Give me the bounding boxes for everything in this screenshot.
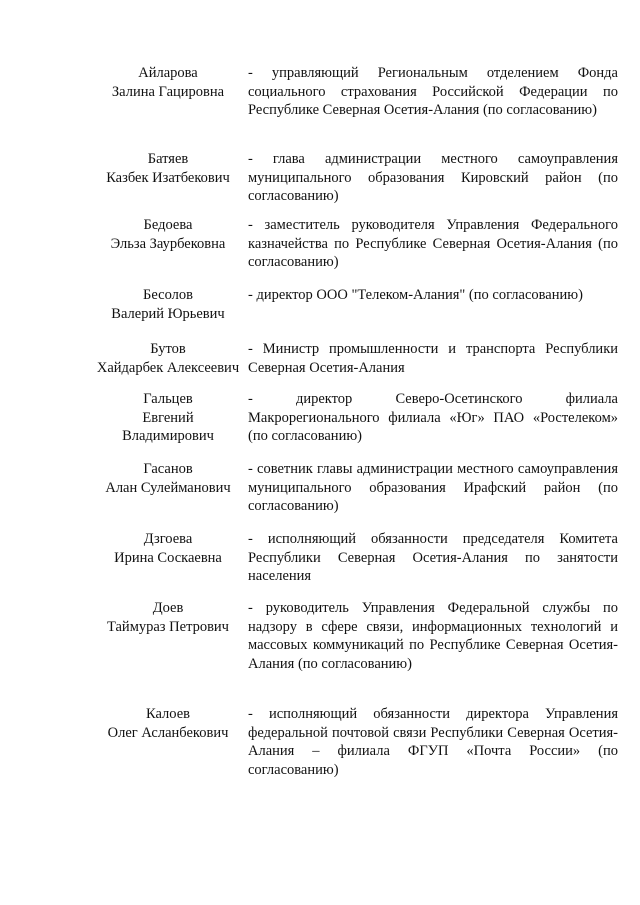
member-role: - заместитель руководителя Управления Федерального казначейства по Республике Северная Осетия-Алания (по согласованию) (248, 217, 618, 270)
member-name: Доев Таймураз Петрович (107, 600, 229, 635)
member-name: Бедоева Эльза Заурбековна (110, 217, 226, 252)
member-role: - исполняющий обязанности председателя Комитета Республики Северная Осетия-Алания по занятости населения (248, 531, 618, 584)
member-name: Бесолов Валерий Юрьевич (111, 287, 225, 322)
member-name: Калоев Олег Асланбекович (107, 706, 229, 741)
member-role: - Министр промышленности и транспорта Республики Северная Осетия-Алания (248, 341, 618, 376)
member-role: - исполняющий обязанности директора Управления федеральной почтовой связи Республики Северная Осетия-Алания – филиала ФГУП «Почта России» (по согласованию) (248, 706, 618, 778)
member-role: - управляющий Региональным отделением Фонда социального страхования Российской Федерации по Республике Северная Осетия-Алания (по согласованию) (248, 65, 618, 118)
member-name: Бутов Хайдарбек Алексеевич (96, 341, 240, 376)
member-role: - глава администрации местного самоуправления муниципального образования Кировский район (по согласованию) (248, 151, 618, 204)
member-role: - руководитель Управления Федеральной службы по надзору в сфере связи, информационных технологий и массовых коммуникаций по Республике Северная Осетия-Алания (по согласованию) (248, 600, 618, 672)
member-role: - директор Северо-Осетинского филиала Макрорегионального филиала «Юг» ПАО «Ростелеком» (по согласованию) (248, 391, 618, 444)
member-name: Айларова Залина Гацировна (111, 65, 225, 100)
member-role: - советник главы администрации местного самоуправления муниципального образования Ирафский район (по согласованию) (248, 461, 618, 514)
member-name: Дзгоева Ирина Соскаевна (114, 531, 222, 566)
member-name: Гасанов Алан Сулейманович (105, 461, 231, 496)
member-name: Батяев Казбек Изатбекович (106, 151, 230, 186)
member-role: - директор ООО "Телеком-Алания" (по согласованию) (248, 287, 583, 303)
member-name: Гальцев Евгений Владимирович (122, 391, 214, 444)
